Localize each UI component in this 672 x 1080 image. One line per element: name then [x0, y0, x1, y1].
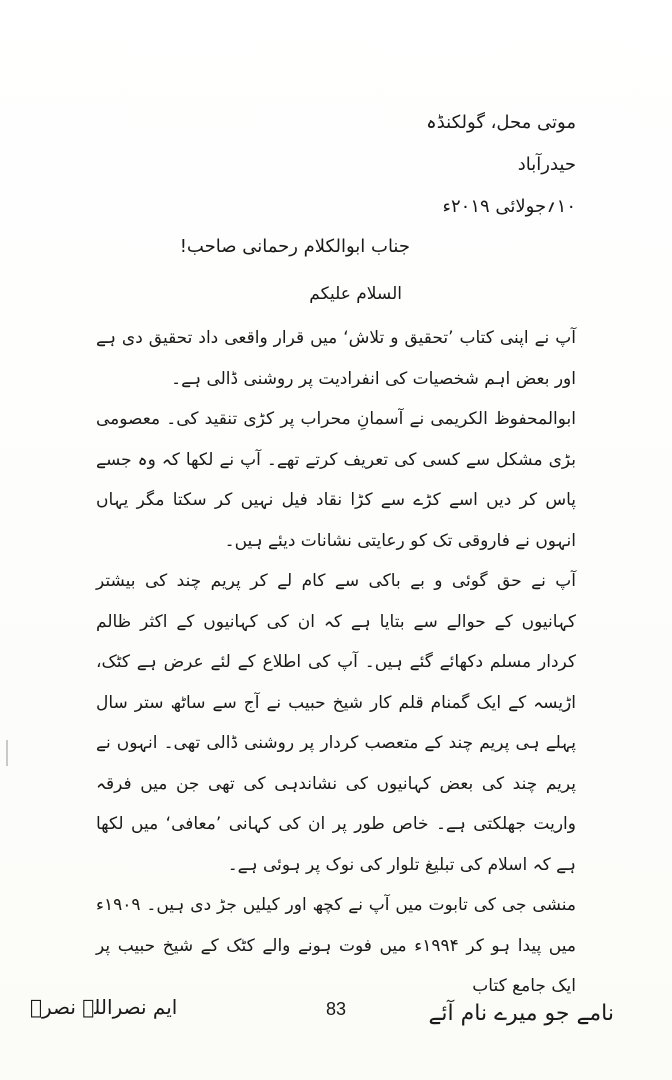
greeting: السلام علیکم — [309, 284, 402, 304]
address-line-1: موتی محل، گولکنڈہ — [426, 112, 576, 133]
address-line-2: حیدرآباد — [517, 154, 576, 175]
letter-body — [96, 318, 576, 1007]
paragraph-2: ابوالمحفوظ الکریمی نے آسمانِ محراب پر کڑی تنقید کی۔ معصومی بڑی مشکل سے کسی کی تعریف کرتے تھے۔ آپ نے لکھا کہ وہ جسے پاس کر دیں اسے کڑے سے کڑا نقاد فیل نہیں کر سکتا مگر یہاں انہوں نے فاروقی تک کو رعایتی نشانات دیئے ہیں۔ — [96, 409, 576, 551]
paragraph-4: منشی جی کی تابوت میں آپ نے کچھ اور کیلیں جڑ دی ہیں۔ ۱۹۰۹ء میں پیدا ہو کر ۱۹۹۴ء میں فوت ہونے والے کٹک کے شیخ حبیب پر ایک جامع کتاب — [96, 895, 576, 996]
letter-date: ۱۰؍جولائی ۲۰۱۹ء — [442, 196, 576, 217]
paragraph-1: آپ نے اپنی کتاب ’تحقیق و تلاش‘ میں قرار واقعی داد تحقیق دی ہے اور بعض اہم شخصیات کی انفرادیت پر روشنی ڈالی ہے۔ — [96, 328, 576, 389]
page-number: 83 — [325, 999, 347, 1019]
footer-author: ایم نصراللہ نصرؔ — [30, 995, 178, 1019]
margin-mark — [6, 740, 8, 766]
paragraph-3: آپ نے حق گوئی و بے باکی سے کام لے کر پریم چند کی بیشتر کہانیوں کے حوالے سے بتایا ہے کہ ان کی کہانیوں کے اکثر ظالم کردار مسلم دکھائے گئے ہیں۔ آپ کی اطلاع کے لئے عرض ہے کٹک، اڑیسہ کے ایک گمنام قلم کار شیخ حبیب نے آج سے ساٹھ ستر سال پہلے ہی پریم چند کے متعصب کردار پر روشنی ڈالی تھی۔ انہوں نے پریم چند کی بعض کہانیوں کی نشاندہی کی تھی جن میں فرقہ واریت جھلکتی ہے۔ خاص طور پر ان کی کہانی ’معافی‘ میں لکھا ہے کہ اسلام کی تبلیغ تلوار کی نوک پر ہوئی ہے۔ — [96, 571, 576, 875]
salutation: جناب ابوالکلام رحمانی صاحب! — [179, 236, 410, 257]
page-footer — [0, 995, 672, 1035]
book-title: نامے جو میرے نام آئے — [428, 1001, 614, 1026]
